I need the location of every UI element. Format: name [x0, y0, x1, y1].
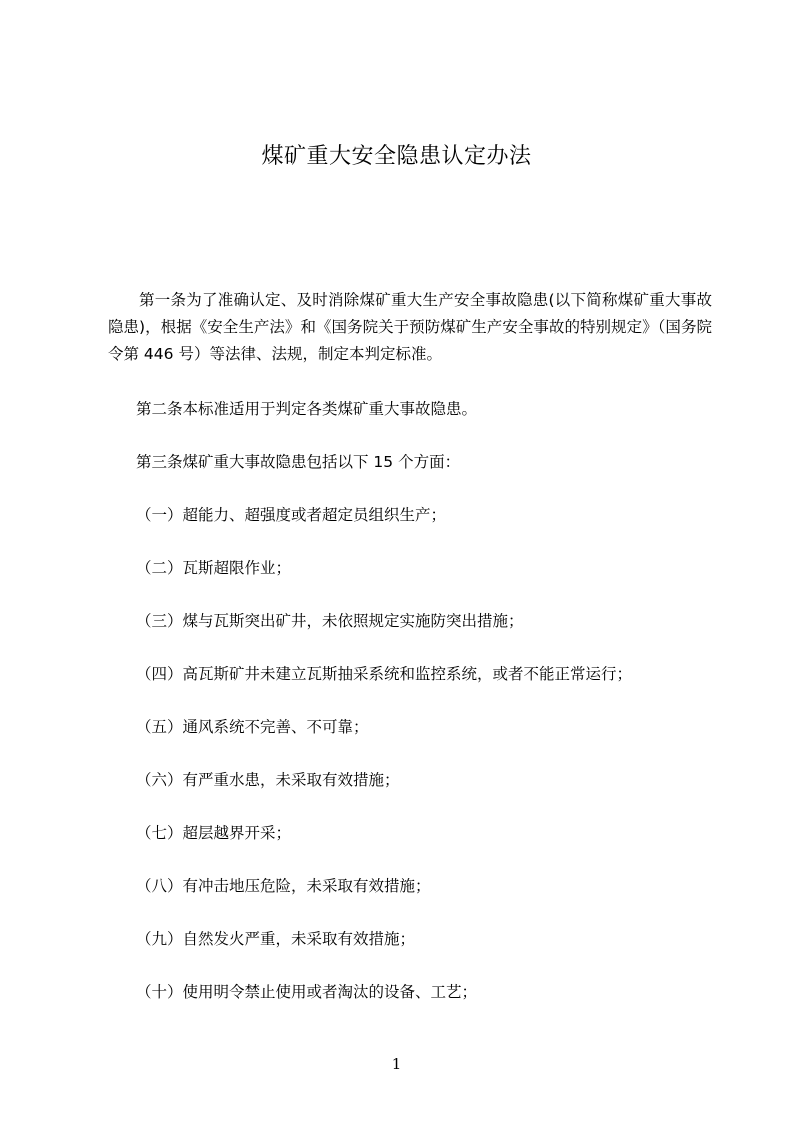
article-2-paragraph: 第二条本标准适用于判定各类煤矿重大事故隐患。: [136, 400, 478, 418]
list-item-10: （十）使用明令禁止使用或者淘汰的设备、工艺；: [136, 983, 478, 1001]
list-item-4: （四）高瓦斯矿井未建立瓦斯抽采系统和监控系统，或者不能正常运行；: [136, 665, 633, 683]
list-item-8: （八）有冲击地压危险，未采取有效措施；: [136, 877, 431, 895]
list-item-7: （七）超层越界开采；: [136, 824, 292, 842]
list-item-9: （九）自然发火严重，未采取有效措施；: [136, 930, 416, 948]
article-3-paragraph: 第三条煤矿重大事故隐患包括以下 15 个方面：: [136, 453, 461, 471]
list-item-5: （五）通风系统不完善、不可靠；: [136, 718, 369, 736]
list-item-2: （二）瓦斯超限作业；: [136, 559, 292, 577]
list-item-6: （六）有严重水患，未采取有效措施；: [136, 771, 400, 789]
document-title: 煤矿重大安全隐患认定办法: [261, 144, 532, 169]
list-item-3: （三）煤与瓦斯突出矿井，未依照规定实施防突出措施；: [136, 612, 524, 630]
article-1-paragraph: 第一条为了准确认定、及时消除煤矿重大生产安全事故隐患(以下简称煤矿重大事故隐患)，根据《安全生产法》和《国务院关于预防煤矿生产安全事故的特别规定》（国务院令第 446 号）等法律、法规，制定本判定标准。: [108, 291, 712, 363]
list-item-1: （一）超能力、超强度或者超定员组织生产；: [136, 506, 447, 524]
page-number: 1: [391, 1055, 402, 1073]
